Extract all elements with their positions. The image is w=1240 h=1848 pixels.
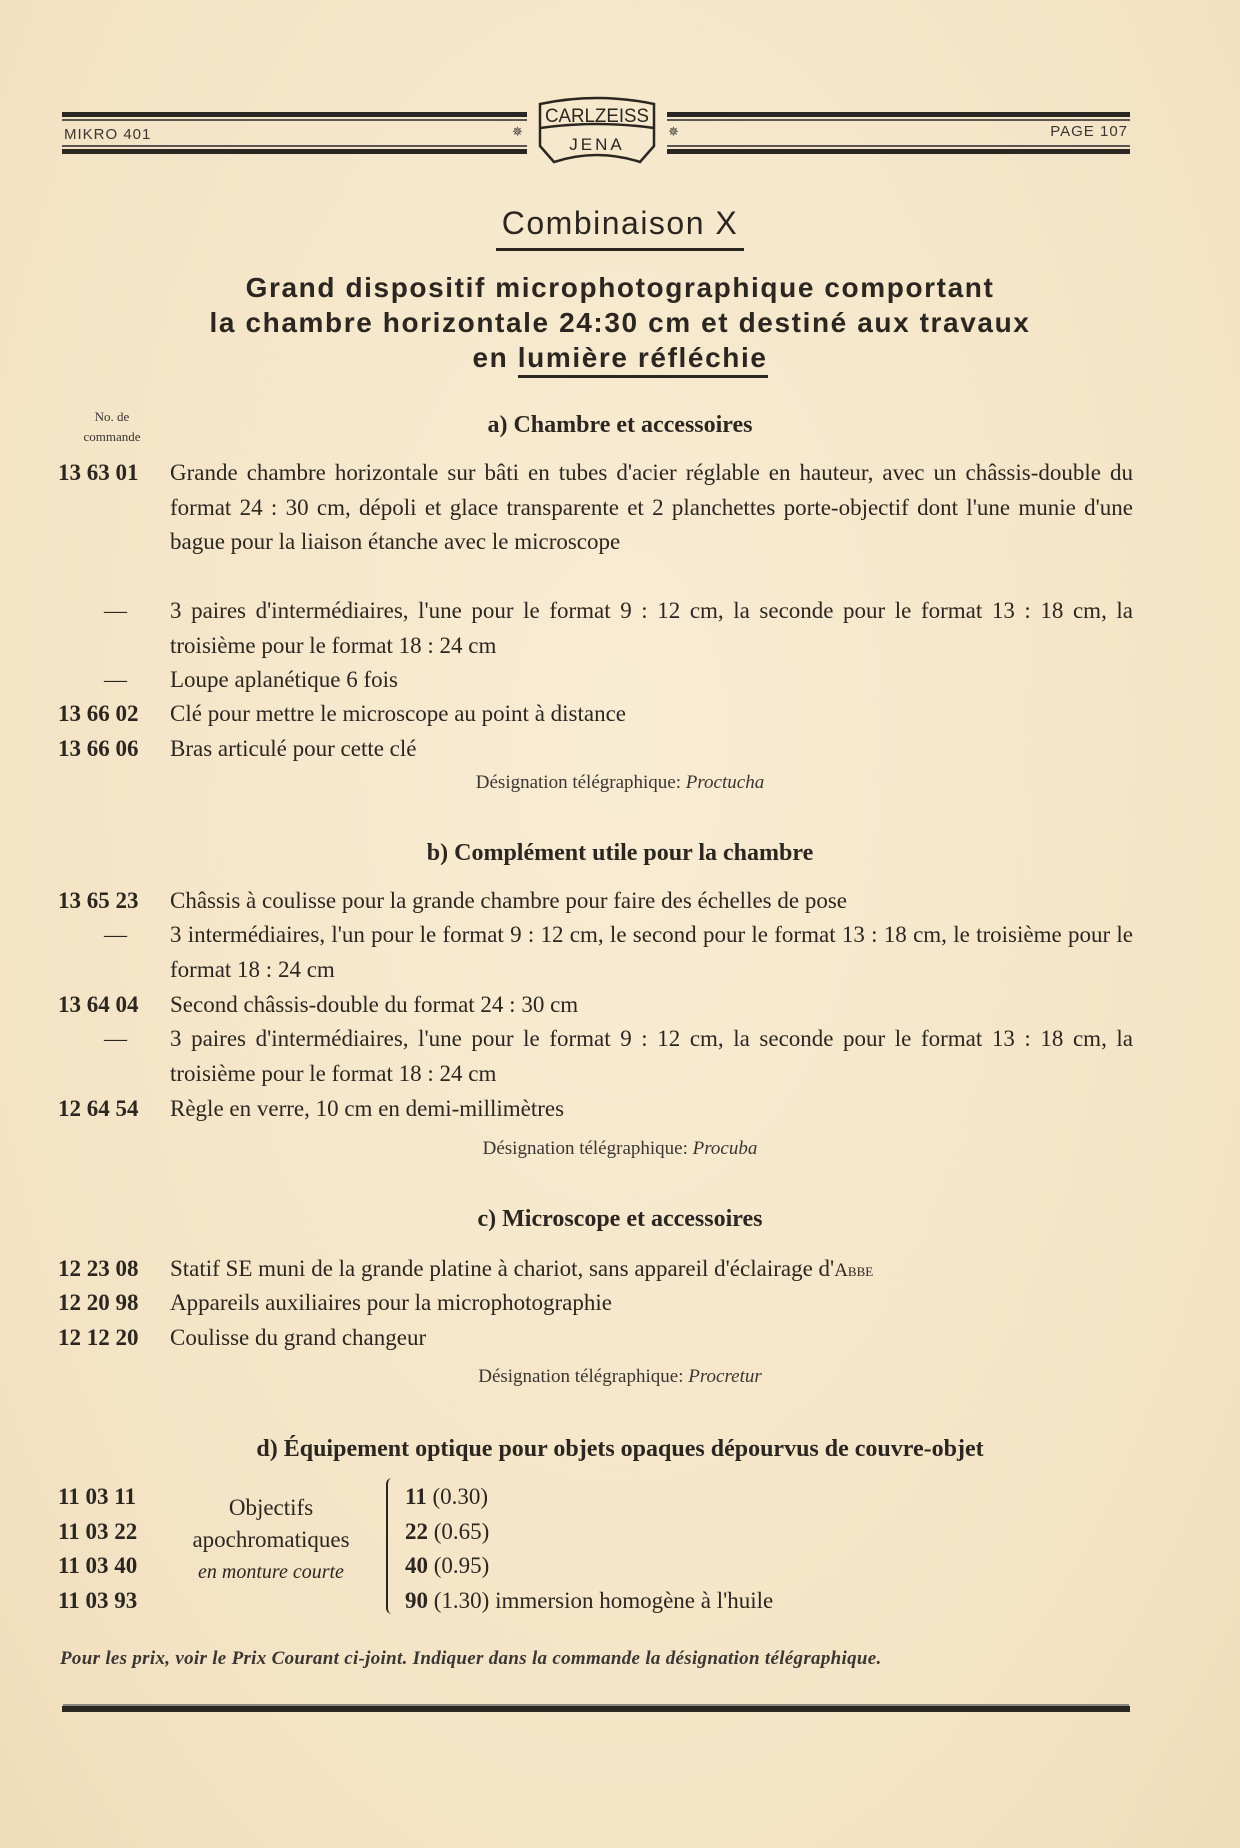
list-item bbox=[58, 732, 1133, 767]
order-number: — bbox=[104, 1026, 127, 1051]
column-header-line: No. de bbox=[94, 409, 130, 424]
aperture: (0.65) bbox=[433, 1518, 490, 1544]
list-item bbox=[58, 1252, 1133, 1289]
telegraph-label: Désignation télégraphique: bbox=[482, 1138, 693, 1159]
objective-values bbox=[405, 1480, 773, 1618]
objective-group-label bbox=[165, 1492, 377, 1588]
item-description: Bras articulé pour cette clé bbox=[170, 736, 417, 761]
header-rule bbox=[62, 119, 527, 121]
proper-name: Abbe bbox=[834, 1260, 874, 1281]
brace-bracket bbox=[386, 1478, 398, 1614]
carl-zeiss-jena-logo-icon bbox=[532, 94, 662, 170]
header-rule bbox=[62, 149, 527, 154]
list-item bbox=[58, 1022, 1133, 1091]
objective-order-numbers bbox=[58, 1480, 137, 1618]
list-item bbox=[58, 456, 1133, 560]
section-heading-a: a) Chambre et accessoires bbox=[487, 412, 753, 438]
header-rule bbox=[667, 145, 1130, 147]
subtitle-line bbox=[50, 340, 1190, 375]
magnification: 11 bbox=[405, 1484, 427, 1509]
order-number: — bbox=[104, 598, 127, 623]
order-number: 11 03 22 bbox=[58, 1518, 138, 1544]
order-number: 12 23 08 bbox=[58, 1256, 139, 1281]
item-description: Coulisse du grand changeur bbox=[170, 1325, 427, 1350]
item-description: 3 paires d'intermédiaires, l'une pour le format 9 : 12 cm, la seconde pour le format 13 : 18 cm, la troisième pour le format 18 : 24 cm bbox=[170, 1026, 1133, 1086]
svg-text:CARLZEISS: CARLZEISS bbox=[545, 106, 649, 127]
telegraph-code: Procretur bbox=[688, 1366, 762, 1387]
section-heading-c: c) Microscope et accessoires bbox=[477, 1206, 763, 1232]
item-text: Statif SE muni de la grande platine à chariot, sans appareil d'éclairage d' bbox=[170, 1256, 835, 1281]
subtitle-prefix: en bbox=[472, 342, 518, 373]
group-label-line: apochromatiques bbox=[192, 1527, 350, 1552]
magnification: 40 bbox=[405, 1553, 428, 1578]
group-label-line: Objectifs bbox=[228, 1495, 314, 1520]
objective-value-row bbox=[405, 1584, 773, 1619]
page-header bbox=[62, 106, 1130, 156]
order-number: 13 64 04 bbox=[58, 992, 139, 1017]
header-rule bbox=[62, 112, 527, 117]
list-item bbox=[58, 1092, 1133, 1127]
star-ornament-icon: ✵ bbox=[668, 125, 679, 140]
item-description: Clé pour mettre le microscope au point à distance bbox=[170, 701, 627, 726]
item-description: Loupe aplanétique 6 fois bbox=[170, 667, 399, 692]
list-item bbox=[58, 884, 1133, 919]
subtitle-line: Grand dispositif microphotographique comportant bbox=[245, 272, 995, 303]
order-number: 13 66 06 bbox=[58, 736, 139, 761]
objective-value-row bbox=[405, 1480, 773, 1515]
objective-value-row bbox=[405, 1515, 773, 1550]
page-subtitle bbox=[50, 270, 1190, 375]
column-header-line: commande bbox=[83, 429, 141, 444]
order-number: 13 65 23 bbox=[58, 888, 139, 913]
item-description: 3 intermédiaires, l'un pour le format 9 : 12 cm, le second pour le format 13 : 18 cm, le troisième pour le format 18 : 24 cm bbox=[170, 922, 1133, 982]
list-item bbox=[58, 1321, 1133, 1356]
telegraph-designation-b bbox=[0, 1138, 1240, 1160]
aperture: (1.30) bbox=[433, 1587, 490, 1613]
aperture: (0.95) bbox=[433, 1553, 490, 1578]
magnification: 22 bbox=[405, 1518, 428, 1544]
header-rule bbox=[667, 119, 1130, 121]
telegraph-designation-a bbox=[0, 772, 1240, 794]
order-number: 11 03 93 bbox=[58, 1587, 138, 1613]
catalog-reference: MIKRO 401 bbox=[64, 126, 152, 143]
list-item bbox=[58, 663, 1133, 698]
order-number: 12 64 54 bbox=[58, 1096, 139, 1121]
list-item bbox=[58, 918, 1133, 987]
telegraph-code: Procuba bbox=[692, 1138, 758, 1159]
order-number: 13 66 02 bbox=[58, 701, 139, 726]
telegraph-label: Désignation télégraphique: bbox=[475, 772, 686, 793]
section-heading-b: b) Complément utile pour la chambre bbox=[426, 840, 814, 866]
footer-rule bbox=[62, 1706, 1130, 1712]
item-description bbox=[170, 1252, 1133, 1289]
item-description: Second châssis-double du format 24 : 30 cm bbox=[170, 992, 579, 1017]
item-description: 3 paires d'intermédiaires, l'une pour le format 9 : 12 cm, la seconde pour le format 13 : 18 cm, la troisième pour le format 18 : 24 cm bbox=[170, 598, 1133, 658]
telegraph-designation-c bbox=[0, 1366, 1240, 1388]
immersion-note: immersion homogène à l'huile bbox=[489, 1587, 774, 1613]
page-number: PAGE 107 bbox=[1050, 123, 1128, 140]
header-rule bbox=[62, 145, 527, 147]
svg-text:JENA: JENA bbox=[569, 135, 625, 154]
order-number: 13 63 01 bbox=[58, 460, 139, 485]
objective-value-row bbox=[405, 1549, 773, 1584]
group-label-line: en monture courte bbox=[198, 1561, 344, 1583]
item-description: Règle en verre, 10 cm en demi-millimètres bbox=[170, 1096, 565, 1121]
order-number: — bbox=[104, 922, 127, 947]
page-title: Combinaison X bbox=[496, 205, 745, 251]
order-number: 12 12 20 bbox=[58, 1325, 139, 1350]
section-heading-d: d) Équipement optique pour objets opaques dépourvus de couvre-objet bbox=[256, 1436, 984, 1462]
item-description: Appareils auxiliaires pour la microphotographie bbox=[170, 1290, 612, 1315]
telegraph-label: Désignation télégraphique: bbox=[478, 1366, 689, 1387]
order-number: 12 20 98 bbox=[58, 1290, 139, 1315]
list-item bbox=[58, 1286, 1133, 1321]
magnification: 90 bbox=[405, 1587, 428, 1613]
footnote: Pour les prix, voir le Prix Courant ci-joint. Indiquer dans la commande la désignation télégraphique. bbox=[60, 1648, 882, 1669]
order-number: 11 03 40 bbox=[58, 1553, 138, 1578]
list-item bbox=[58, 594, 1133, 663]
item-description: Grande chambre horizontale sur bâti en tubes d'acier réglable en hauteur, avec un châssis-double du format 24 : 30 cm, dépoli et glace transparente et 2 planchettes porte-objectif dont l'une munie d'une bague pour la liaison étanche avec le microscope bbox=[170, 460, 1133, 554]
list-item bbox=[58, 988, 1133, 1023]
title-wrapper bbox=[0, 205, 1240, 251]
aperture: (0.30) bbox=[432, 1484, 489, 1509]
subtitle-underlined: lumière réfléchie bbox=[518, 342, 768, 378]
telegraph-code: Proctucha bbox=[685, 772, 765, 793]
order-number: 11 03 11 bbox=[58, 1484, 136, 1509]
header-rule bbox=[667, 112, 1130, 117]
order-number: — bbox=[104, 667, 127, 692]
list-item bbox=[58, 697, 1133, 732]
subtitle-line: la chambre horizontale 24:30 cm et destiné aux travaux bbox=[209, 307, 1031, 338]
item-description: Châssis à coulisse pour la grande chambre pour faire des échelles de pose bbox=[170, 888, 847, 913]
header-rule bbox=[667, 149, 1130, 154]
star-ornament-icon: ✵ bbox=[512, 125, 523, 140]
